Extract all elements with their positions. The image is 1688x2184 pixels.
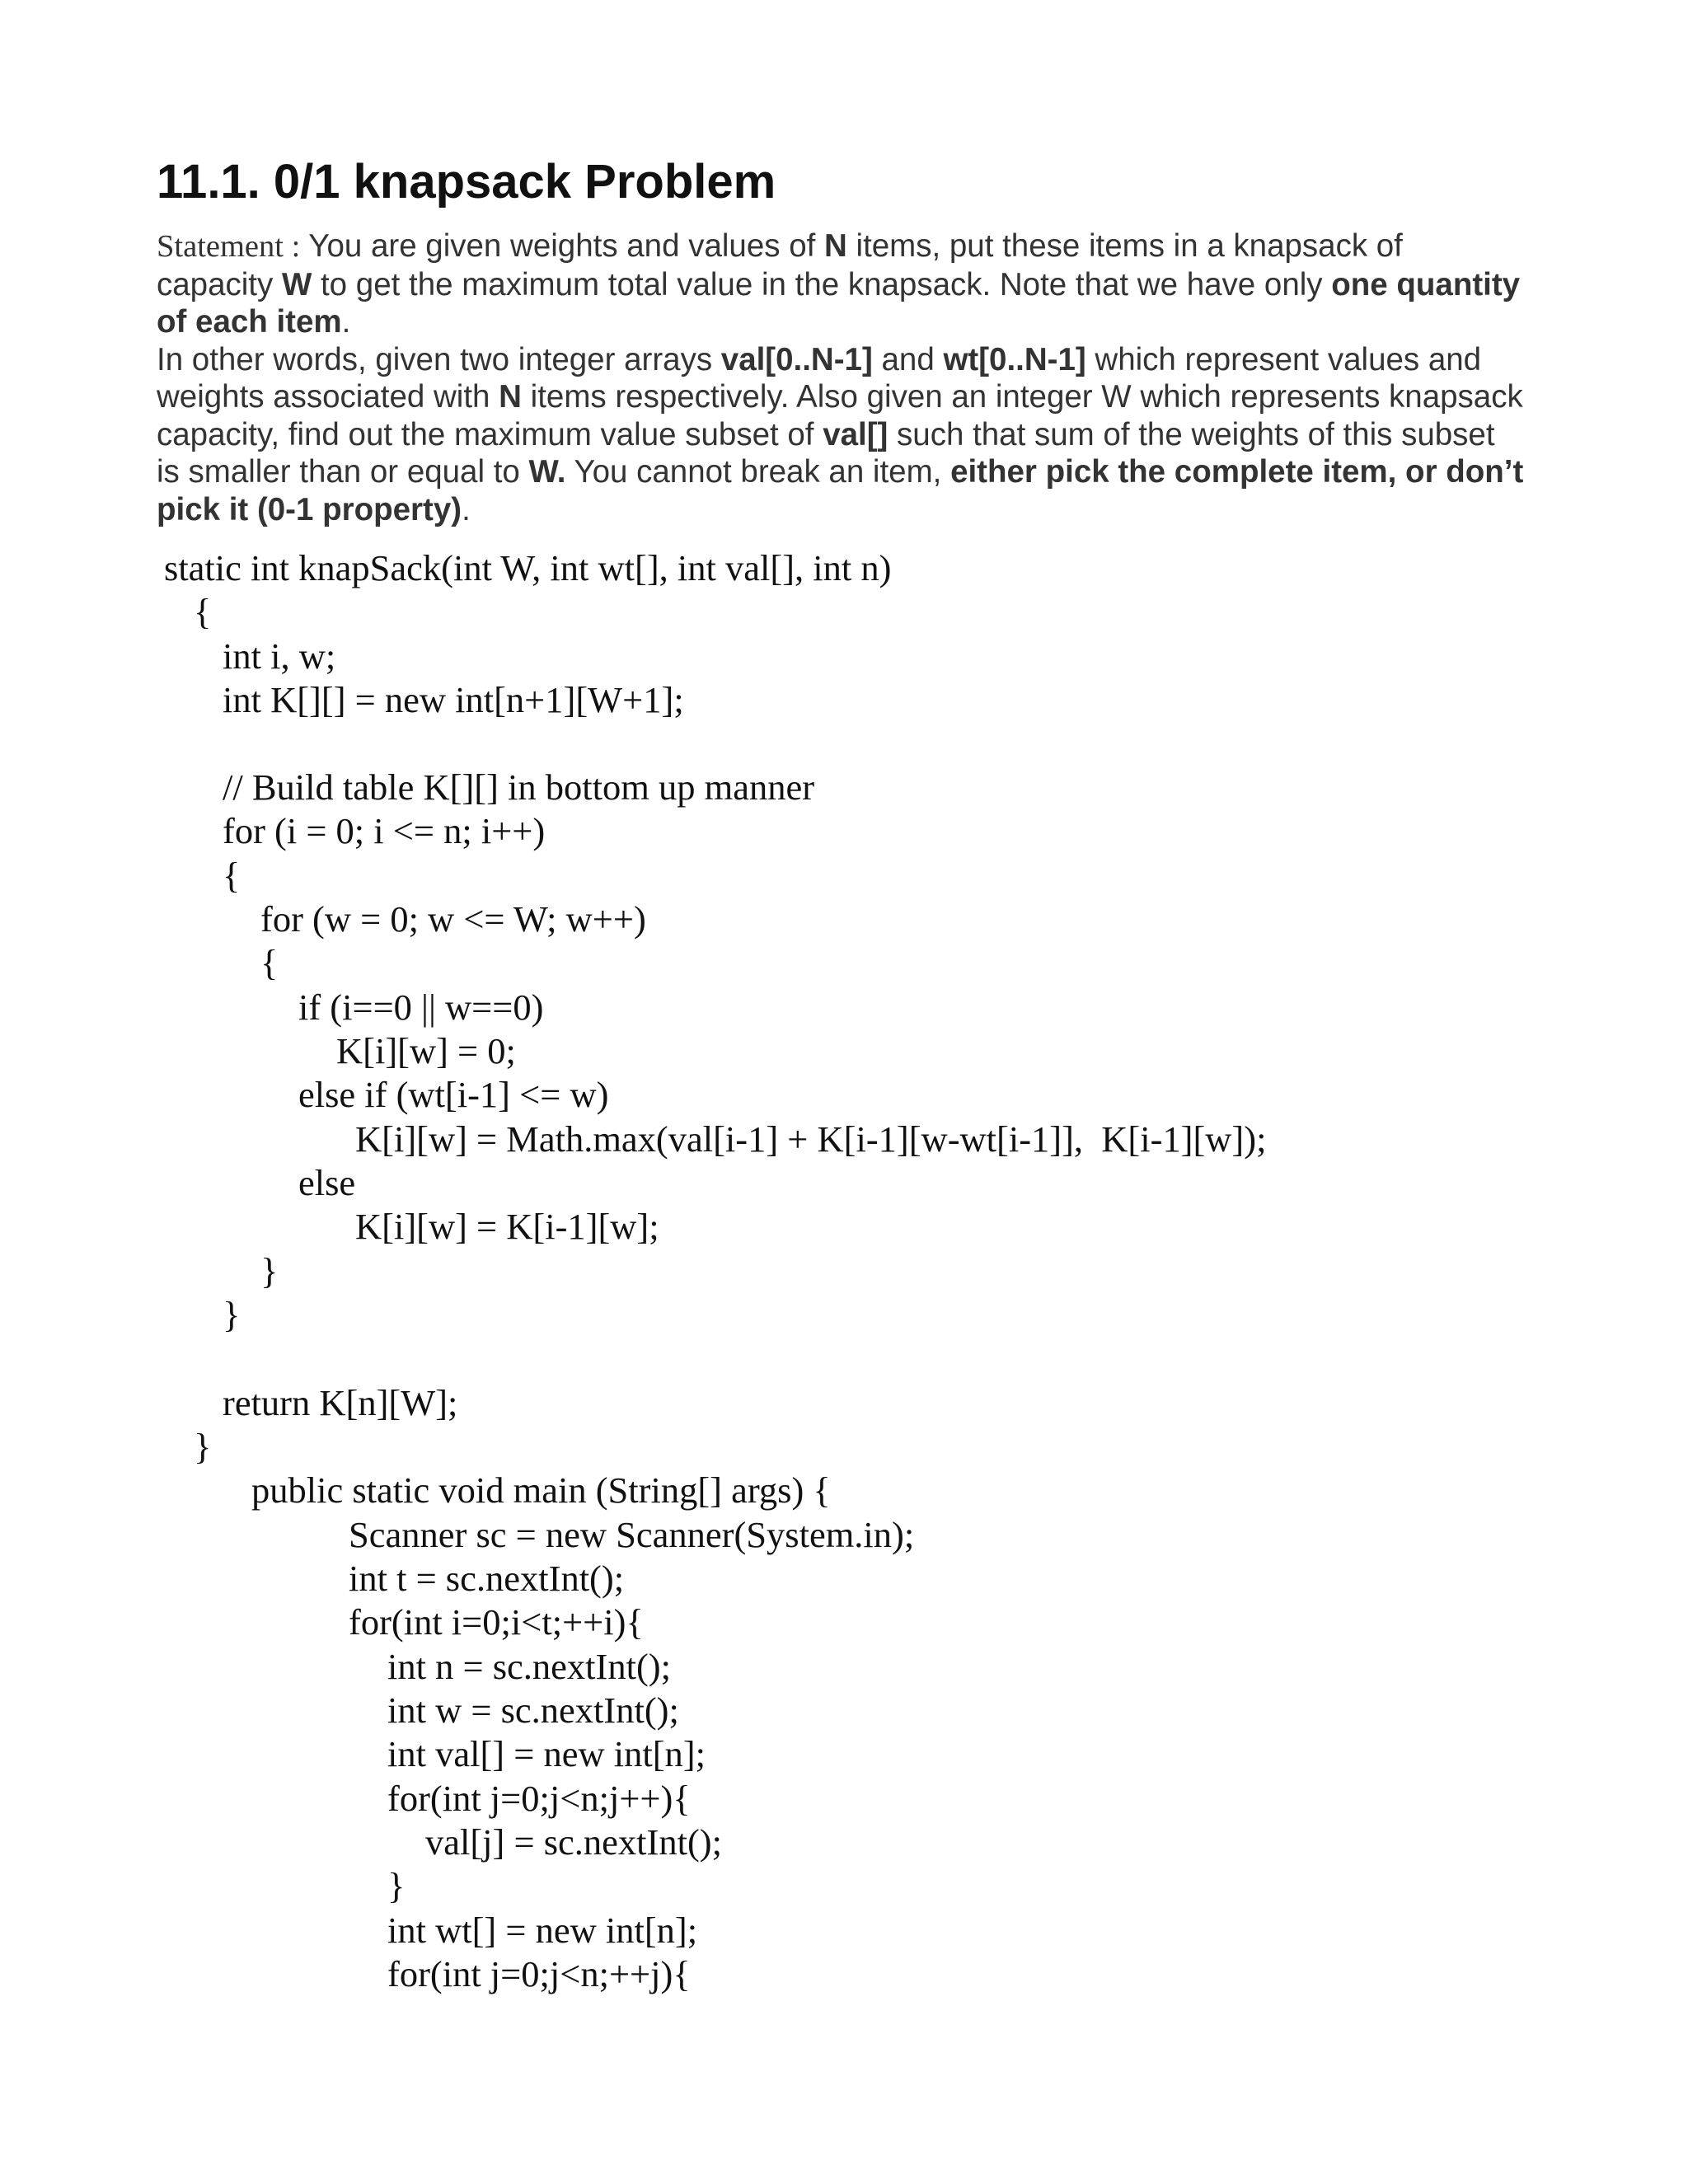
code-line: K[i][w] = 0; (336, 1030, 516, 1071)
bold-run: val[] (823, 416, 889, 452)
code-line: { (260, 942, 279, 983)
code-line: else (298, 1162, 356, 1203)
code-line: int t = sc.nextInt(); (349, 1558, 625, 1599)
code-line: else if (wt[i-1] <= w) (298, 1074, 609, 1115)
text-run: You are given weights and values of (300, 228, 824, 264)
text-run: . (341, 304, 351, 340)
code-line: } (387, 1865, 406, 1906)
code-line: Scanner sc = new Scanner(System.in); (349, 1514, 915, 1555)
code-line: int wt[] = new int[n]; (387, 1910, 698, 1951)
text-run: In other words, given two integer arrays (157, 341, 721, 377)
code-line: K[i][w] = Math.max(val[i-1] + K[i-1][w-wt[i-1]], K[i-1][w]); (355, 1118, 1267, 1160)
code-line: } (194, 1426, 212, 1467)
code-line: for(int i=0;i<t;++i){ (349, 1601, 644, 1643)
text-run: items, put these items in a knapsack of capacity (157, 228, 1403, 302)
code-line: { (223, 855, 241, 896)
code-line: int i, w; (223, 635, 336, 677)
code-line: return K[n][W]; (223, 1382, 458, 1423)
code-line: { (194, 591, 212, 632)
text-run: such that sum of the weights of this subset is smaller than or equal to (157, 416, 1495, 490)
text-run: You cannot break an item, (565, 454, 951, 490)
bold-run: either pick the complete item, or don’t pick it (0-1 property) (157, 454, 1524, 527)
section-heading: 11.1. 0/1 knapsack Problem (157, 155, 776, 209)
bold-run: N (499, 379, 522, 415)
text-run: and (872, 341, 944, 377)
code-line: K[i][w] = K[i-1][w]; (355, 1206, 659, 1247)
code-line: int val[] = new int[n]; (387, 1733, 706, 1774)
code-line: for (w = 0; w <= W; w++) (260, 898, 646, 940)
text-run: which represent values and weights associated with (157, 341, 1482, 415)
statement-label: Statement : (157, 229, 301, 264)
bold-run: one quantity of each item (157, 266, 1521, 340)
bold-run: val[0..N-1] (720, 341, 873, 377)
bold-run: W (281, 266, 312, 302)
text-run: . (462, 491, 471, 527)
code-line: // Build table K[][] in bottom up manner (223, 766, 815, 808)
code-line: } (260, 1250, 279, 1291)
text-run: to get the maximum total value in the knapsack. Note that we have only (312, 266, 1332, 302)
code-line: val[j] = sc.nextInt(); (425, 1821, 722, 1863)
bold-run: wt[0..N-1] (943, 341, 1086, 377)
code-line: int K[][] = new int[n+1][W+1]; (223, 679, 684, 720)
code-line: int n = sc.nextInt(); (387, 1646, 671, 1687)
code-line: static int knapSack(int W, int wt[], int val[], int n) (164, 547, 892, 588)
code-line: for(int j=0;j<n;j++){ (387, 1778, 691, 1819)
code-line: public static void main (String[] args) { (251, 1469, 831, 1511)
code-line: for (i = 0; i <= n; i++) (223, 810, 546, 851)
code-line: for(int j=0;j<n;++j){ (387, 1953, 691, 1994)
bold-run: N (824, 228, 847, 264)
code-line: if (i==0 || w==0) (298, 987, 544, 1028)
code-line: int w = sc.nextInt(); (387, 1690, 679, 1731)
bold-run: W. (528, 454, 566, 490)
code-line: } (223, 1294, 241, 1335)
text-run: items respectively. Also given an integer W which represents knapsack capacity, find out the maximum value subset of (157, 379, 1523, 452)
